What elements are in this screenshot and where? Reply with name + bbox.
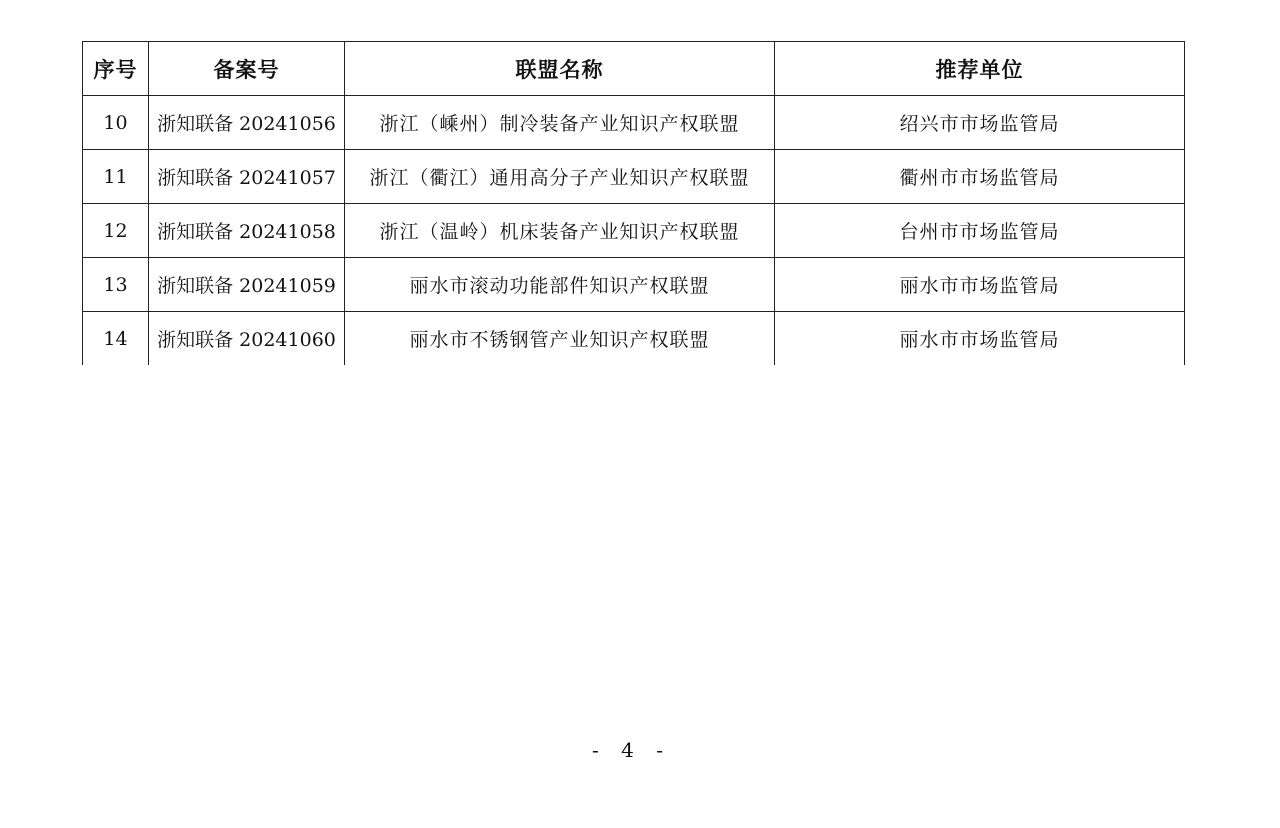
cell-alliance-name: 浙江（衢江）通用高分子产业知识产权联盟 [345, 150, 775, 204]
cell-record-no: 浙知联备 20241060 [149, 312, 345, 366]
table-body [83, 96, 1185, 366]
alliance-filing-table [82, 41, 1185, 365]
table-row [83, 258, 1185, 312]
header-seq: 序号 [83, 42, 149, 96]
cell-recommending-unit: 丽水市市场监管局 [775, 312, 1185, 366]
cell-record-no: 浙知联备 20241058 [149, 204, 345, 258]
cell-seq: 13 [83, 258, 149, 312]
cell-seq: 10 [83, 96, 149, 150]
table-row [83, 204, 1185, 258]
cell-seq: 11 [83, 150, 149, 204]
cell-recommending-unit: 衢州市市场监管局 [775, 150, 1185, 204]
cell-recommending-unit: 绍兴市市场监管局 [775, 96, 1185, 150]
cell-seq: 12 [83, 204, 149, 258]
cell-record-no: 浙知联备 20241057 [149, 150, 345, 204]
header-row [83, 42, 1185, 96]
header-recommending-unit: 推荐单位 [775, 42, 1185, 96]
cell-record-no: 浙知联备 20241059 [149, 258, 345, 312]
header-alliance-name: 联盟名称 [345, 42, 775, 96]
table-row [83, 96, 1185, 150]
cell-seq: 14 [83, 312, 149, 366]
cell-alliance-name: 丽水市不锈钢管产业知识产权联盟 [345, 312, 775, 366]
cell-alliance-name: 浙江（温岭）机床装备产业知识产权联盟 [345, 204, 775, 258]
table-row [83, 150, 1185, 204]
cell-recommending-unit: 丽水市市场监管局 [775, 258, 1185, 312]
table-header [83, 42, 1185, 96]
cell-record-no: 浙知联备 20241056 [149, 96, 345, 150]
header-record-no: 备案号 [149, 42, 345, 96]
cell-alliance-name: 丽水市滚动功能部件知识产权联盟 [345, 258, 775, 312]
page-number: - 4 - [592, 738, 671, 762]
table-row [83, 312, 1185, 366]
cell-recommending-unit: 台州市市场监管局 [775, 204, 1185, 258]
cell-alliance-name: 浙江（嵊州）制冷装备产业知识产权联盟 [345, 96, 775, 150]
